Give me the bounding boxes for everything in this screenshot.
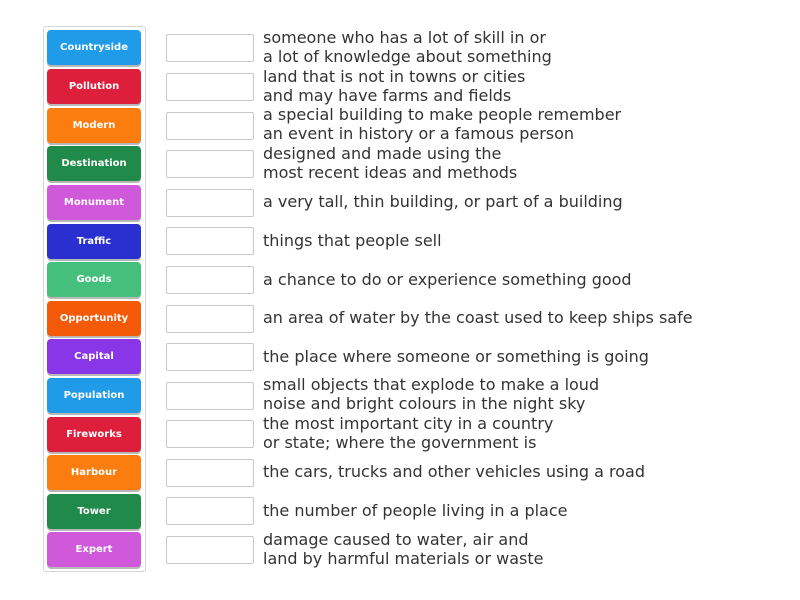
definition-line: someone who has a lot of skill in or [263,28,546,47]
word-tile-goods[interactable]: Goods [47,262,141,297]
definition-line: noise and bright colours in the night sky [263,394,586,413]
word-tile-destination[interactable]: Destination [47,146,141,181]
definition-text [263,182,783,220]
definition-text [263,530,783,568]
definition-line: the cars, trucks and other vehicles using a road [263,461,645,481]
answer-drop-box[interactable] [166,420,254,448]
word-tile-harbour[interactable]: Harbour [47,455,141,490]
answer-drop-box[interactable] [166,382,254,410]
definition-text [263,414,783,452]
definition-line: a chance to do or experience something good [263,269,632,289]
definition-line: damage caused to water, air and [263,530,529,549]
definition-text [263,491,783,529]
definition-line: a special building to make people remember [263,105,622,124]
word-tile-traffic[interactable]: Traffic [47,224,141,259]
word-tile-countryside[interactable]: Countryside [47,30,141,65]
definition-text [263,221,783,259]
definition-line: an event in history or a famous person [263,124,575,143]
word-tile-pollution[interactable]: Pollution [47,69,141,104]
definition-text [263,452,783,490]
answer-drop-box[interactable] [166,112,254,140]
definition-text [263,105,783,143]
answer-drop-box[interactable] [166,305,254,333]
answer-drop-box[interactable] [166,266,254,294]
answer-drop-box[interactable] [166,189,254,217]
definition-line: most recent ideas and methods [263,163,518,182]
definition-line: things that people sell [263,230,442,250]
definition-line: the most important city in a country [263,414,554,433]
definition-text [263,298,783,336]
definition-line: and may have farms and fields [263,86,512,105]
definition-text [263,375,783,413]
definition-text [263,28,783,66]
answer-drop-box[interactable] [166,459,254,487]
word-tile-tower[interactable]: Tower [47,494,141,529]
definition-line: the place where someone or something is going [263,346,649,366]
word-tile-expert[interactable]: Expert [47,532,141,567]
answer-drop-box[interactable] [166,497,254,525]
definition-line: small objects that explode to make a loud [263,375,600,394]
answer-drop-box[interactable] [166,34,254,62]
definition-text [263,260,783,298]
word-tile-monument[interactable]: Monument [47,185,141,220]
answer-drop-box[interactable] [166,73,254,101]
definition-line: designed and made using the [263,144,502,163]
word-tile-capital[interactable]: Capital [47,339,141,374]
answer-drop-box[interactable] [166,227,254,255]
definition-text [263,144,783,182]
word-tile-modern[interactable]: Modern [47,108,141,143]
definition-line: land by harmful materials or waste [263,549,544,568]
definition-line: a lot of knowledge about something [263,47,552,66]
definition-line: a very tall, thin building, or part of a building [263,191,623,211]
definition-text [263,67,783,105]
answer-drop-box[interactable] [166,343,254,371]
answer-drop-box[interactable] [166,150,254,178]
definition-line: land that is not in towns or cities [263,67,526,86]
definition-line: or state; where the government is [263,433,537,452]
definition-text [263,337,783,375]
definition-line: an area of water by the coast used to keep ships safe [263,307,693,327]
definition-line: the number of people living in a place [263,500,568,520]
answer-drop-box[interactable] [166,536,254,564]
word-tile-population[interactable]: Population [47,378,141,413]
word-tile-fireworks[interactable]: Fireworks [47,417,141,452]
word-tile-opportunity[interactable]: Opportunity [47,301,141,336]
